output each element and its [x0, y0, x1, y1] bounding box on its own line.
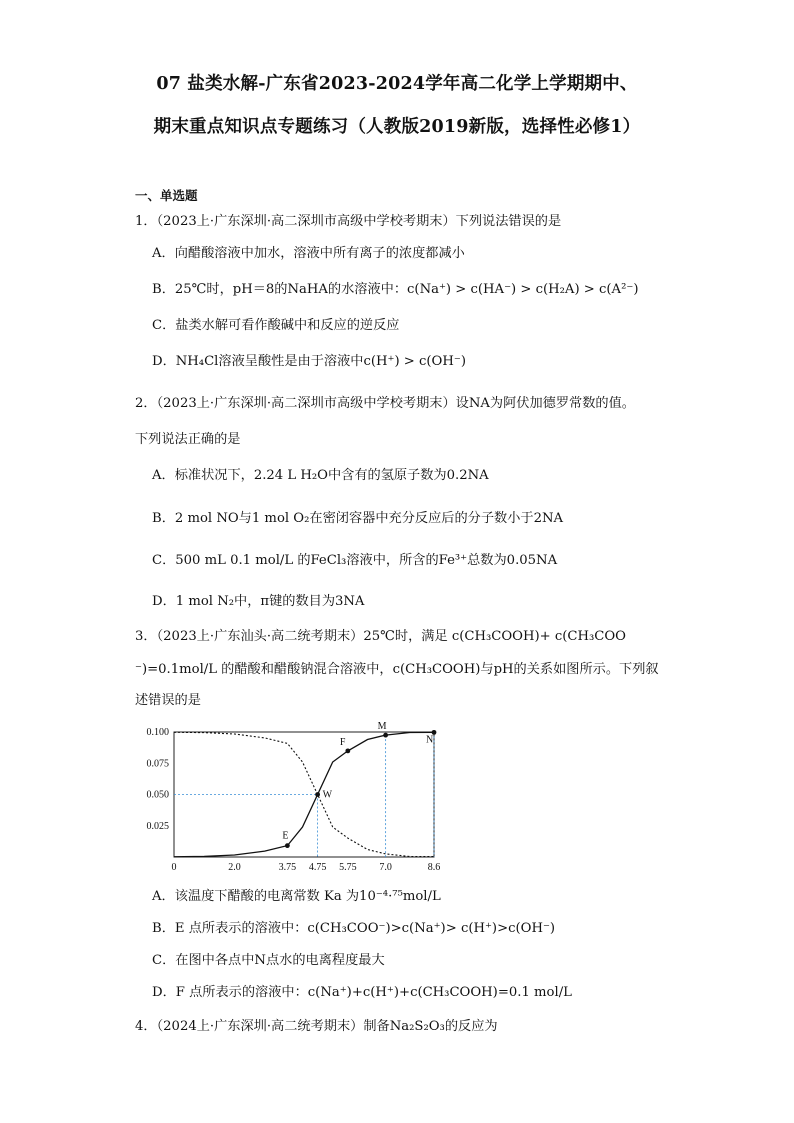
question-3-option-c: C．在图中各点中N点水的电离程度最大	[152, 953, 385, 968]
x-tick-label: 5.75	[339, 862, 357, 873]
question-3-option-d: D．F 点所表示的溶液中：c(Na⁺)+c(H⁺)+c(CH₃COOH)=0.1 mol/L	[152, 985, 572, 1000]
x-tick-label: 3.75	[278, 862, 297, 873]
page-title-line2: 期末重点知识点专题练习（人教版2019新版，选择性必修1）	[153, 117, 641, 137]
question-2-option-c: C．500 mL 0.1 mol/L 的FeCl₃溶液中，所含的Fe³⁺总数为0.05NA	[152, 553, 558, 568]
x-tick-label: 2.0	[228, 862, 241, 873]
point-W	[315, 792, 320, 797]
point-E	[285, 843, 290, 848]
point-label-F: F	[339, 736, 346, 748]
question-3-stem-line1: 3．（2023上·广东汕头·高二统考期末）25℃时，满足 c(CH₃COOH)+ c(CH₃COO	[135, 629, 626, 644]
point-label-N: N	[426, 734, 434, 746]
y-tick-label: 0.050	[146, 789, 169, 801]
question-3-stem-line2: ⁻)=0.1mol/L 的醋酸和醋酸钠混合溶液中，c(CH₃COOH)与pH的关系如图所示。下列叙	[135, 662, 659, 677]
x-tick-label: 4.75	[308, 862, 327, 873]
question-3-option-b: B．E 点所表示的溶液中：c(CH₃COO⁻)>c(Na⁺)> c(H⁺)>c(OH⁻)	[152, 921, 556, 936]
question-2-option-b: B．2 mol NO与1 mol O₂在密闭容器中充分反应后的分子数小于2NA	[152, 511, 564, 526]
point-M	[383, 733, 388, 738]
x-tick-label: 0	[171, 862, 177, 873]
question-1-option-d: D．NH₄Cl溶液呈酸性是由于溶液中c(H⁺) > c(OH⁻)	[152, 354, 466, 369]
y-tick-label: 0.075	[146, 758, 169, 770]
question-2-option-a: A．标准状况下，2.24 L H₂O中含有的氢原子数为0.2NA	[152, 468, 489, 483]
question-1-option-b: B．25℃时，pH＝8的NaHA的水溶液中：c(Na⁺) > c(HA⁻) > c(H₂A) > c(A²⁻)	[152, 282, 639, 297]
x-tick-label: 7.0	[379, 862, 392, 873]
question-2-stem-line1: 2．（2023上·广东深圳·高二深圳市高级中学校考期末）设NA为阿伏加德罗常数的值。	[135, 396, 635, 411]
question-3-option-a: A．该温度下醋酸的电离常数 Ka 为10⁻⁴·⁷⁵mol/L	[152, 889, 441, 904]
question-1-option-a: A．向醋酸溶液中加水，溶液中所有离子的浓度都减小	[152, 246, 465, 261]
y-tick-label: 0.025	[146, 820, 169, 832]
point-label-E: E	[282, 830, 289, 842]
question-4-stem: 4．（2024上·广东深圳·高二统考期末）制备Na₂S₂O₃的反应为	[135, 1019, 498, 1034]
y-tick-label: 0.100	[146, 727, 169, 738]
x-tick-label: 8.6	[427, 862, 441, 873]
question-2-option-d: D．1 mol N₂中，π键的数目为3NA	[152, 594, 365, 609]
titration-chart	[126, 720, 446, 875]
point-label-M: M	[377, 721, 387, 733]
question-3-stem-line3: 述错误的是	[135, 693, 201, 708]
question-2-stem-line2: 下列说法正确的是	[135, 432, 241, 447]
section-heading: 一、单选题	[135, 188, 198, 203]
question-1-option-c: C．盐类水解可看作酸碱中和反应的逆反应	[152, 318, 400, 333]
page-title-line1: 07 盐类水解-广东省2023-2024学年高二化学上学期期中、	[156, 74, 638, 94]
point-F	[345, 748, 350, 753]
point-label-W: W	[322, 789, 333, 801]
question-1-stem: 1．（2023上·广东深圳·高二深圳市高级中学校考期末）下列说法错误的是	[135, 214, 562, 229]
